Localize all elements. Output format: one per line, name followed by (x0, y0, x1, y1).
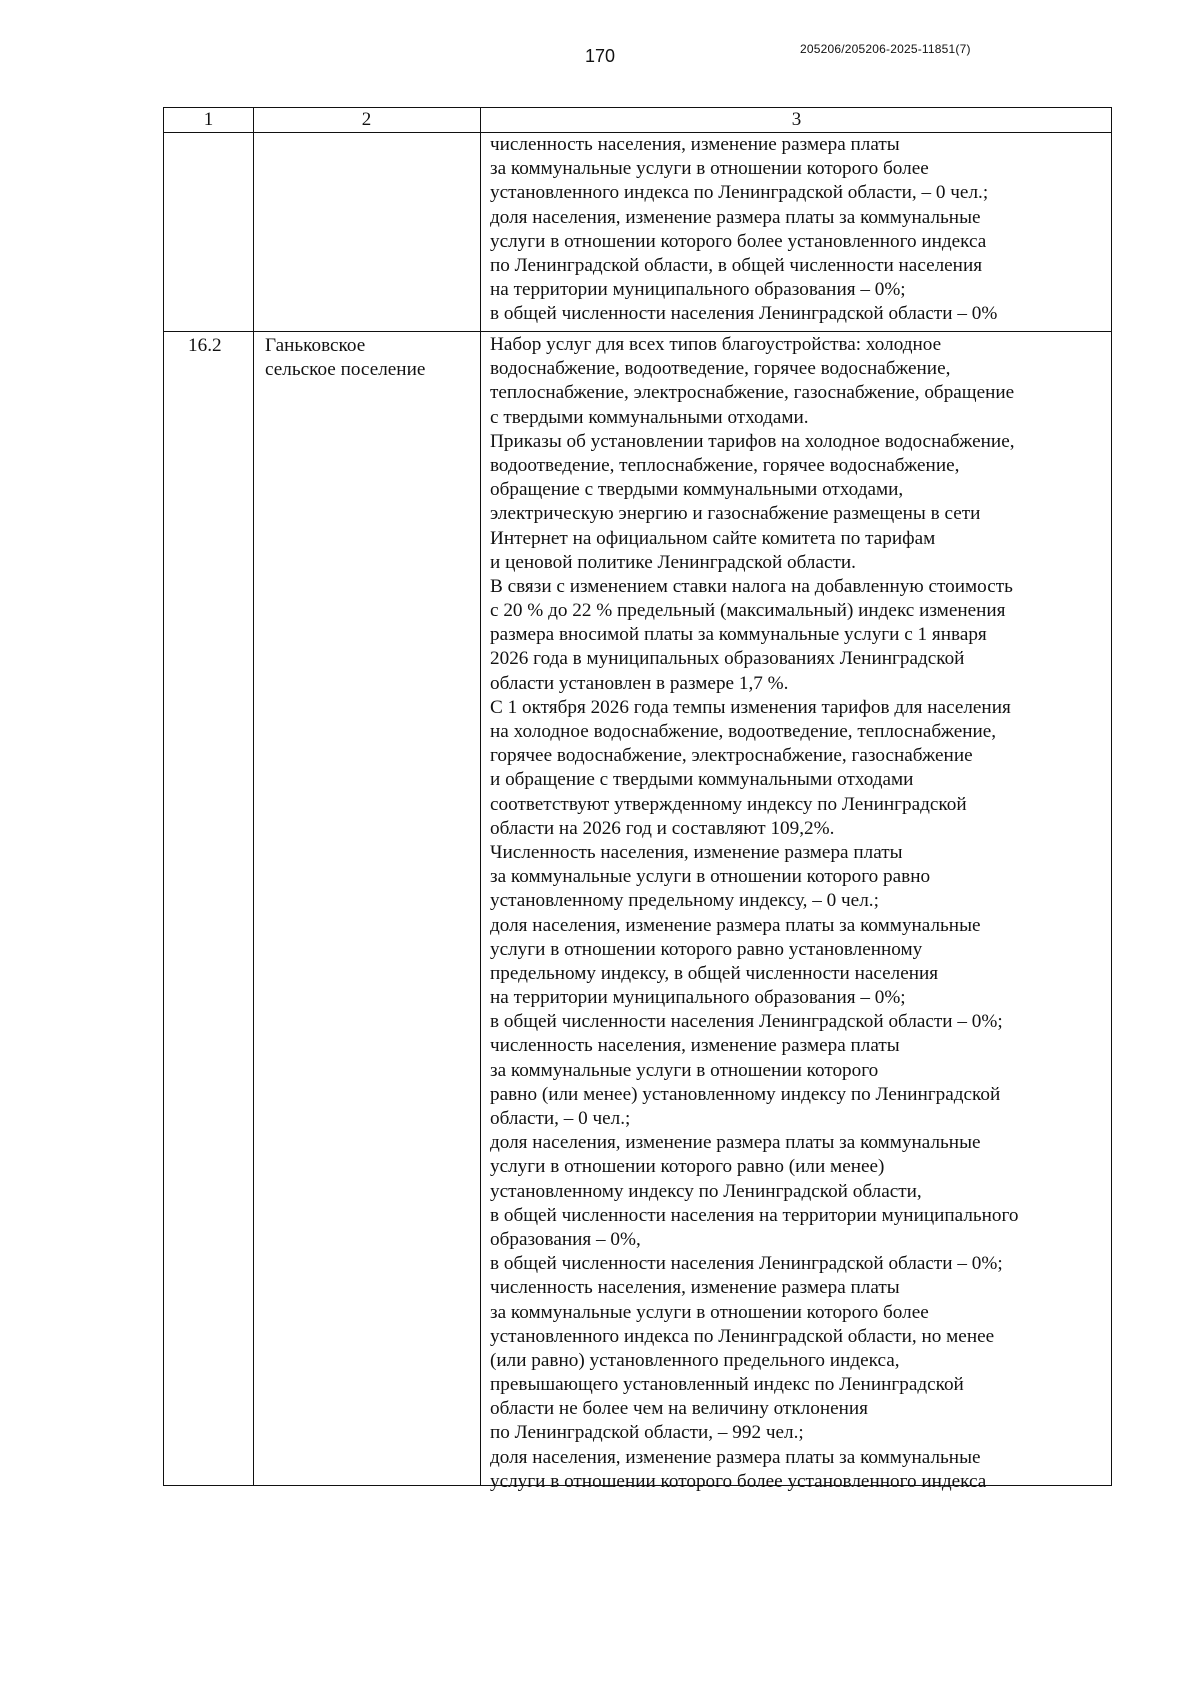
page-number: 170 (584, 46, 616, 66)
text-line: доля населения, изменение размера платы за коммунальные (490, 206, 981, 228)
text-line: за коммунальные услуги в отношении которого равно (490, 866, 931, 888)
column-header-2: 2 (361, 109, 372, 130)
text-line: размера вносимой платы за коммунальные услуги с 1 января (490, 624, 987, 646)
text-line: В связи с изменением ставки налога на добавленную стоимость (490, 575, 1013, 597)
row-description (490, 333, 1110, 1494)
row-number: 16.2 (188, 335, 222, 356)
text-line: равно (или менее) установленному индексу по Ленинградской (490, 1083, 1001, 1105)
text-line: с твердыми коммунальными отходами. (490, 406, 809, 428)
text-line: Интернет на официальном сайте комитета по тарифам (490, 527, 936, 549)
text-line: водоснабжение, водоотведение, горячее водоснабжение, (490, 358, 951, 380)
text-line: доля населения, изменение размера платы за коммунальные (490, 1446, 981, 1468)
text-line: и ценовой политике Ленинградской области. (490, 551, 856, 573)
text-line: области на 2026 год и составляют 109,2%. (490, 817, 835, 839)
data-table (163, 107, 1112, 1492)
municipality-name-line: сельское поселение (265, 359, 426, 381)
text-line: и обращение с твердыми коммунальными отходами (490, 769, 914, 791)
text-line: в общей численности населения Ленинградской области – 0%; (490, 1011, 1003, 1033)
column-header-3: 3 (791, 109, 802, 130)
text-line: установленного индекса по Ленинградской области, но менее (490, 1325, 995, 1347)
text-line: соответствуют утвержденному индексу по Ленинградской (490, 793, 967, 815)
text-line: численность населения, изменение размера платы (490, 1035, 900, 1057)
text-line: в общей численности населения Ленинградской области – 0% (490, 303, 998, 325)
text-line: Набор услуг для всех типов благоустройства: холодное (490, 334, 942, 355)
text-line: С 1 октября 2026 года темпы изменения тарифов для населения (490, 696, 1011, 718)
text-line: на территории муниципального образования – 0%; (490, 279, 906, 301)
column-divider (253, 108, 254, 1485)
text-line: доля населения, изменение размера платы за коммунальные (490, 914, 981, 936)
text-line: по Ленинградской области, в общей численности населения (490, 254, 983, 276)
text-line: Приказы об установлении тарифов на холодное водоснабжение, (490, 430, 1015, 452)
text-line: области не более чем на величину отклонения (490, 1398, 868, 1420)
column-divider (480, 108, 481, 1485)
continuation-cell-text (490, 133, 1110, 327)
text-line: водоотведение, теплоснабжение, горячее водоснабжение, (490, 454, 960, 476)
text-line: образования – 0%, (490, 1228, 641, 1250)
text-line: в общей численности населения на территории муниципального (490, 1204, 1019, 1226)
text-line: на холодное водоснабжение, водоотведение, теплоснабжение, (490, 721, 997, 742)
text-line: услуги в отношении которого более установленного индекса (490, 1470, 987, 1492)
text-line: области установлен в размере 1,7 %. (490, 672, 789, 694)
text-line: теплоснабжение, электроснабжение, газоснабжение, обращение (490, 382, 1015, 404)
document-id: 205206/205206-2025-11851(7) (800, 42, 971, 56)
text-line: электрическую энергию и газоснабжение размещены в сети (490, 503, 981, 525)
text-line: 2026 года в муниципальных образованиях Ленинградской (490, 648, 965, 670)
text-line: по Ленинградской области, – 992 чел.; (490, 1422, 804, 1444)
text-line: услуги в отношении которого равно (или менее) (490, 1156, 885, 1178)
text-line: услуги в отношении которого равно установленному (490, 938, 923, 960)
text-line: превышающего установленный индекс по Ленинградской (490, 1374, 964, 1396)
text-line: в общей численности населения Ленинградской области – 0%; (490, 1253, 1003, 1275)
text-line: предельному индексу, в общей численности населения (490, 962, 939, 984)
column-header-1: 1 (203, 109, 214, 130)
text-line: с 20 % до 22 % предельный (максимальный) индекс изменения (490, 600, 1006, 622)
municipality-name (265, 334, 425, 382)
text-line: обращение с твердыми коммунальными отходами, (490, 479, 904, 501)
text-line: установленного индекса по Ленинградской области, – 0 чел.; (490, 182, 989, 204)
text-line: установленному индексу по Ленинградской области, (490, 1180, 922, 1202)
text-line: Численность населения, изменение размера платы (490, 841, 903, 863)
text-line: доля населения, изменение размера платы за коммунальные (490, 1132, 981, 1154)
row-divider (164, 331, 1111, 332)
text-line: услуги в отношении которого более установленного индекса (490, 230, 987, 252)
text-line: установленному предельному индексу, – 0 чел.; (490, 890, 879, 912)
text-line: горячее водоснабжение, электроснабжение, газоснабжение (490, 745, 973, 767)
text-line: за коммунальные услуги в отношении которого (490, 1059, 879, 1081)
text-line: численность населения, изменение размера платы (490, 1277, 900, 1299)
text-line: за коммунальные услуги в отношении которого более (490, 1301, 929, 1323)
text-line: (или равно) установленного предельного индекса, (490, 1349, 900, 1371)
municipality-name-line: Ганьковское (265, 335, 366, 356)
text-line: численность населения, изменение размера платы (490, 134, 900, 155)
text-line: на территории муниципального образования – 0%; (490, 987, 906, 1009)
text-line: за коммунальные услуги в отношении которого более (490, 158, 929, 180)
text-line: области, – 0 чел.; (490, 1108, 631, 1129)
